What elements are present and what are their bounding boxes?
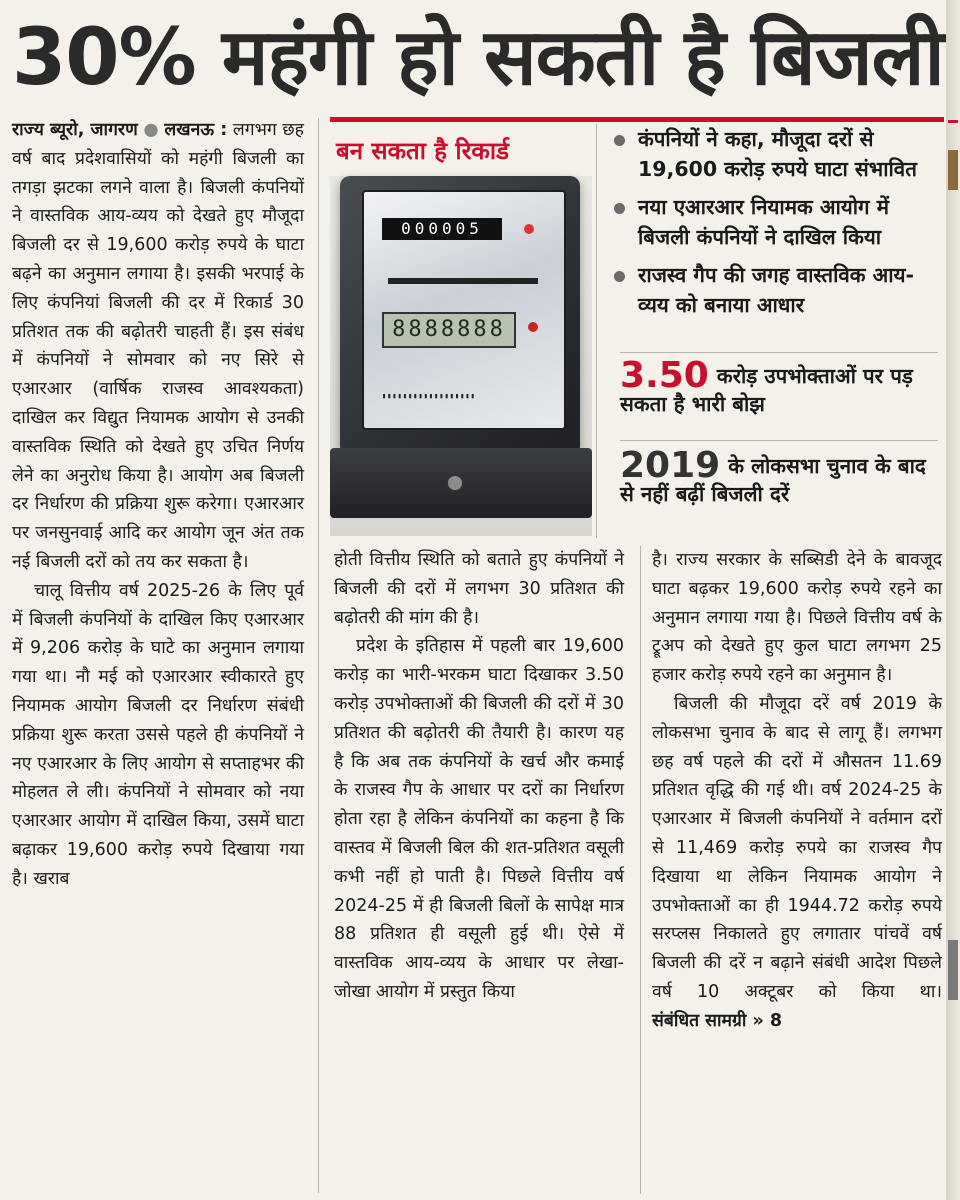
article-paragraph: होती वित्तीय स्थिति को बताते हुए कंपनियों ने बिजली की दरों में लगभग 30 प्रतिशत की बढ़ोतरी की मांग की है। bbox=[334, 550, 624, 628]
meter-counter: 000005 bbox=[382, 218, 502, 240]
meter-serial-strip: ▮▮▮▮▮▮▮▮▮▮▮▮▮▮▮▮▮▮ bbox=[382, 392, 476, 400]
meter-body bbox=[340, 176, 580, 456]
headline: 30% महंगी हो सकती है बिजली bbox=[12, 13, 944, 103]
fact-bullet bbox=[606, 260, 944, 320]
electricity-meter-photo bbox=[330, 176, 592, 536]
stat-separator bbox=[620, 440, 938, 441]
byline-separator-icon: ● bbox=[143, 120, 165, 140]
dateline: लखनऊ : bbox=[164, 120, 228, 140]
meter-slot bbox=[388, 278, 538, 284]
bullet-icon bbox=[614, 203, 625, 214]
column-divider bbox=[318, 118, 319, 1193]
feature-divider bbox=[596, 124, 597, 538]
article-column-3 bbox=[652, 546, 942, 1036]
stat-text: के लोकसभा चुनाव के बाद से नहीं बढ़ीं बिजली दरें bbox=[620, 454, 926, 506]
meter-lcd: 8888888 bbox=[382, 312, 516, 348]
fact-text: नया एआरआर नियामक आयोग में बिजली कंपनियों ने दाखिल किया bbox=[638, 195, 889, 249]
stat-text: करोड़ उपभोक्ताओं पर पड़ सकता है भारी बोझ bbox=[620, 364, 913, 416]
stat-year bbox=[620, 445, 942, 508]
bullet-icon bbox=[614, 271, 625, 282]
article-paragraph: है। राज्य सरकार के सब्सिडी देने के बावजूद घाटा बढ़कर 19,600 करोड़ रुपये रहने का अनुमान लगाया गया है। पिछले वित्तीय वर्ष के ट्रूअप को देखते हुए कुल घाटा लगभग 25 हजार करोड़ रुपये रहने का अनुमान है। bbox=[652, 550, 942, 686]
article-paragraph: चालू वित्तीय वर्ष 2025-26 के लिए पूर्व में बिजली कंपनियों के दाखिल किए एआरआर में 9,206 करोड़ के घाटे का अनुमान लगाया गया था। नौ मई को एआरआर स्वीकारते हुए नियामक आयोग बिजली दर निर्धारण संबंधी प्रक्रिया शुरू करता उससे पहले ही कंपनियों ने नए एआरआर के लिए आयोग से सप्ताहभर की मोहलत ले ली। कंपनियों ने सोमवार को नया एआरआर आयोग में दाखिल किया, उसमें घाटा बढ़ाकर 19,600 करोड़ रुपये दिखाया गया है। खराब bbox=[12, 580, 304, 889]
adjacent-page-photo bbox=[948, 150, 958, 190]
adjacent-page-photo bbox=[948, 940, 958, 1000]
article-column-1 bbox=[12, 116, 304, 894]
article-column-2 bbox=[334, 546, 624, 1007]
fact-bullet bbox=[606, 124, 944, 184]
related-link[interactable]: संबंधित सामग्री » 8 bbox=[652, 1010, 783, 1031]
fact-text: कंपनियों ने कहा, मौजूदा दरों से 19,600 करोड़ रुपये घाटा संभावित bbox=[638, 127, 917, 181]
feature-label: बन सकता है रिकार्ड bbox=[336, 137, 509, 165]
adjacent-page-rule bbox=[948, 120, 958, 123]
article-paragraph bbox=[652, 690, 942, 1036]
screw-icon bbox=[446, 474, 464, 492]
feature-bullets bbox=[606, 124, 944, 328]
stat-value: 3.50 bbox=[620, 355, 709, 396]
article-paragraph bbox=[12, 116, 304, 577]
column-divider bbox=[640, 546, 641, 1194]
article-paragraph: प्रदेश के इतिहास में पहली बार 19,600 करोड़ का भारी-भरकम घाटा दिखाकर 3.50 करोड़ उपभोक्ताओं की बिजली की दरों में 30 प्रतिशत की बढ़ोतरी की तैयारी है। कारण यह है कि अब तक कंपनियों के खर्च और कमाई के राजस्व गैप के आधार पर दरों का निर्धारण होता रहा है लेकिन कंपनियों का कहना है कि वास्तव में बिजली बिल की शत-प्रतिशत वसूली कभी नहीं हो पाती है। पिछले वित्तीय वर्ष 2024-25 में ही बिजली बिलों के सापेक्ष मात्र 88 प्रतिशत ही वसूली हुई थी। ऐसे में वास्तविक आय-व्यय के आधार पर लेखा-जोखा आयोग में प्रस्तुत किया bbox=[334, 636, 624, 1002]
fact-bullet bbox=[606, 192, 944, 252]
fact-text: राजस्व गैप की जगह वास्तविक आय-व्यय को बनाया आधार bbox=[638, 263, 915, 317]
meter-led-icon bbox=[524, 224, 534, 234]
meter-pulse-led-icon bbox=[528, 322, 538, 332]
stat-consumers bbox=[620, 355, 942, 418]
paragraph-text: बिजली की मौजूदा दरें वर्ष 2019 के लोकसभा चुनाव के बाद से लागू हैं। लगभग छह वर्ष पहले की दरों में औसतन 11.69 प्रतिशत वृद्धि की गई थी। वर्ष 2024-25 के एआरआर में बिजली कंपनियों ने वर्तमान दरों से 11,469 करोड़ रुपये का राजस्व गैप दिखाया था लेकिन नियामक आयोग ने उपभोक्ताओं का ही 1944.72 करोड़ रुपये सरप्लस निकालते हुए लगातार पांचवें वर्ष बिजली की दरें न बढ़ाने संबंधी आदेश पिछले वर्ष 10 अक्टूबर को किया था। bbox=[652, 693, 942, 1002]
stat-value: 2019 bbox=[620, 445, 721, 486]
lead-text: लगभग छह वर्ष बाद प्रदेशवासियों को महंगी बिजली का तगड़ा झटका लगने वाला है। बिजली कंपनियों ने वास्तविक आय-व्यय को देखते हुए मौजूदा बिजली दर से 19,600 करोड़ रुपये के घाटा बढ़ने का अनुमान लगाया है। इसकी भरपाई के लिए कंपनियां बिजली की दर में रिकार्ड 30 प्रतिशत तक की बढ़ोतरी चाहती हैं। इस संबंध में कंपनियों ने सोमवार को नए सिरे से एआरआर (वार्षिक राजस्व आवश्यकता) दाखिल कर विद्युत नियामक आयोग से उनकी वास्तविक स्थिति को देखते हुए उचित निर्णय लेने का अनुरोध किया है। आयोग अब बिजली दर निर्धारण की प्रक्रिया शुरू करेगा। एआरआर पर जनसुनवाई आदि कर आयोग जून अंत तक नई बिजली दरों को तय कर सकता है। bbox=[12, 120, 304, 572]
stat-separator bbox=[620, 352, 938, 353]
feature-top-rule bbox=[330, 117, 944, 122]
bullet-icon bbox=[614, 135, 625, 146]
byline: राज्य ब्यूरो, जागरण bbox=[12, 120, 138, 140]
meter-terminal-base bbox=[330, 448, 592, 518]
meter-glass bbox=[362, 190, 566, 430]
